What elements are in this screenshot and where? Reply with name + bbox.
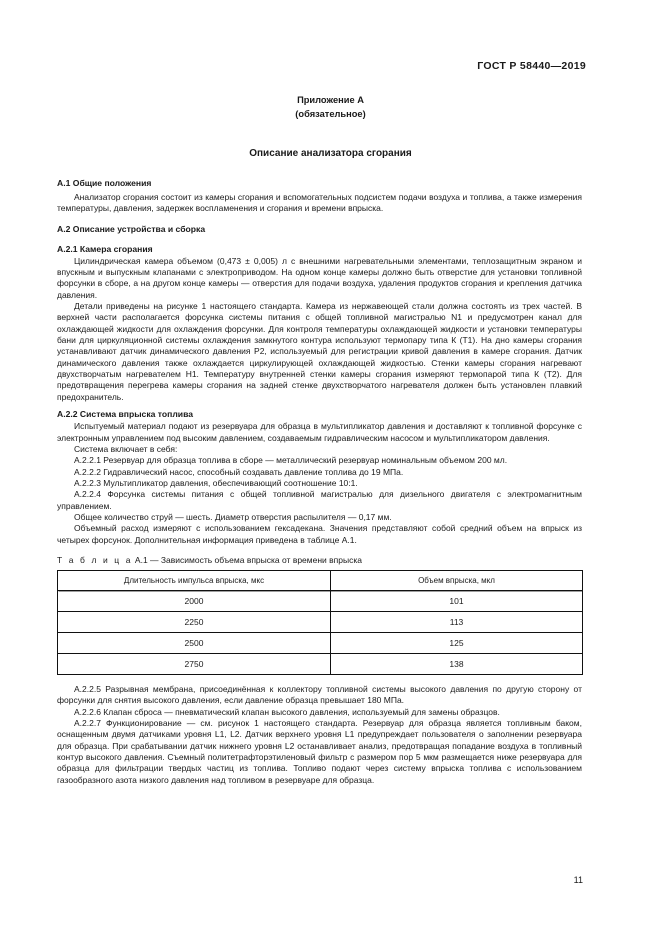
cell-pulse-duration: 2750 bbox=[58, 653, 331, 674]
clause-a2-2-7: А.2.2.7 Функционирование — см. рисунок 1 настоящего стандарта. Резервуар для образца является топливным баком, оснащенным двумя датчиками уровня L1, L2. Датчик верхнего уровня L1 предупреждает пользователя о заполнении резервуара для образца. При срабатывании датчик нижнего уровня L2 останавливает анализ, предотвращая попадание воздуха в топливный контур высокого давления. Съемный политетрафторэтиленовый фильтр с размером пор 5 мкм размещается ниже резервуара для образца для фильтрации твердых частиц из топлива. Топливо подают через систему впрыска топлива с использованием газообразного азота низкого давления над топливом в резервуаре для образца. bbox=[57, 717, 582, 785]
cell-pulse-duration: 2250 bbox=[58, 611, 331, 632]
clause-a2-2-4-note-1: Общее количество струй — шесть. Диаметр отверстия распылителя — 0,17 мм. bbox=[74, 511, 392, 522]
clause-a2-2-6: А.2.2.6 Клапан сброса — пневматический клапан высокого давления, используемый для замены образцов. bbox=[74, 706, 500, 717]
clause-a2-2-1: А.2.2.1 Резервуар для образца топлива в сборе — металлический резервуар номинальным объемом 200 мл. bbox=[74, 455, 508, 466]
annex-obligation: (обязательное) bbox=[295, 108, 366, 119]
injection-volume-table bbox=[57, 570, 583, 675]
clause-a2-2-5: А.2.2.5 Разрывная мембрана, присоединённая к коллектору топливной системы высокого давления по другую сторону от форсунки для снятия высокого давления, если давление образца превышает 180 МПа. bbox=[57, 683, 582, 706]
table-header-row bbox=[58, 570, 583, 590]
heading-a2-1: А.2.1 Камера сгорания bbox=[57, 243, 153, 254]
table-row bbox=[58, 632, 583, 653]
table-caption bbox=[57, 555, 582, 565]
annex-label: Приложение А bbox=[297, 95, 364, 105]
table-column-header-injection-volume: Объем впрыска, мкл bbox=[331, 570, 583, 590]
annex-heading bbox=[0, 94, 661, 121]
paragraph-a1-1: Анализатор сгорания состоит из камеры сгорания и вспомогательных подсистем подачи воздуха и топлива, а также измерения температуры, давления, задержек воспламенения и сгорания и времени впрыска. bbox=[57, 192, 582, 214]
paragraph-a2-2-2: Система включает в себя: bbox=[74, 443, 178, 454]
table-row bbox=[58, 653, 583, 674]
document-body bbox=[57, 178, 582, 786]
clause-a2-2-3: А.2.2.3 Мультипликатор давления, обеспечивающий соотношение 10:1. bbox=[74, 477, 358, 488]
paragraph-a2-1-2: Детали приведены на рисунке 1 настоящего стандарта. Камера из нержавеющей стали должна состоять из трех частей. В верхней части располагается форсунка системы питания с общей топливной магистралью N1 и предусмотрен канал для охлаждающей жидкости для охлаждения форсунки. Для контроля температуры охлаждающей жидкости и установки температуры бани для циркуляционной системы охлаждения замкнутого контура используют термопару типа К (Т1). На дно камеры сгорания устанавливают датчик динамического давления Р2, используемый для регистрации кривой давления в камере сгорания. Датчик динамического давления также охлаждается циркулирующей охлаждающей жидкостью. Стенки камеры сгорания нагревают двухстворчатым нагревателем H1. Температуру внутренней стенки камеры сгорания измеряют термопарой типа К (Т2). Для предотвращения перегрева камеры сгорания на задней стенке двухстворчатого нагревателя должен быть установлен плавкий предохранитель. bbox=[57, 301, 582, 402]
table-caption-word: Т а б л и ц а bbox=[57, 554, 133, 565]
spacer bbox=[57, 675, 582, 684]
heading-a2-2: А.2.2 Система впрыска топлива bbox=[57, 409, 194, 420]
spacer bbox=[57, 215, 582, 224]
table-row bbox=[58, 611, 583, 632]
cell-injection-volume: 101 bbox=[331, 590, 583, 611]
clause-a2-2-4: А.2.2.4 Форсунка системы питания с общей топливной магистралью для дизельного двигателя с электромагнитным управлением. bbox=[57, 489, 582, 511]
cell-injection-volume: 138 bbox=[331, 653, 583, 674]
heading-a1: А.1 Общие положения bbox=[57, 178, 152, 188]
cell-pulse-duration: 2000 bbox=[58, 590, 331, 611]
clause-a2-2-4-note-2: Объемный расход измеряют с использованием гексадекана. Значения представляют собой средний объем на впрыск из четырех форсунок. Дополнительная информация приведена в таблице А.1. bbox=[57, 523, 582, 545]
cell-injection-volume: 125 bbox=[331, 632, 583, 653]
clause-a2-2-2: А.2.2.2 Гидравлический насос, способный создавать давление топлива до 19 МПа. bbox=[74, 466, 404, 477]
page-number: 11 bbox=[573, 875, 583, 885]
cell-injection-volume: 113 bbox=[331, 611, 583, 632]
cell-pulse-duration: 2500 bbox=[58, 632, 331, 653]
table-block bbox=[57, 555, 582, 675]
page-header-standard-ref: ГОСТ Р 58440—2019 bbox=[477, 60, 586, 72]
table-column-header-pulse-duration: Длительность импульса впрыска, мкс bbox=[58, 570, 331, 590]
table-row bbox=[58, 590, 583, 611]
page-title: Описание анализатора сгорания bbox=[249, 148, 412, 159]
spacer bbox=[57, 546, 582, 555]
table-caption-rest: А.1 — Зависимость объема впрыска от времени впрыска bbox=[132, 554, 362, 565]
heading-a2: А.2 Описание устройства и сборка bbox=[57, 223, 206, 234]
paragraph-a2-2-1: Испытуемый материал подают из резервуара для образца в мультипликатор давления и доставляют к топливной форсунке с электронным управлением под высоким давлением, создаваемым гидравлическим насосом и мультипликатором давления. bbox=[57, 421, 582, 443]
paragraph-a2-1-1: Цилиндрическая камера объемом (0,473 ± 0,005) л с внешними нагревательными элементами, теплозащитным экраном и впускным и выпускным клапанами с электроприводом. На одном конце камеры должно быть отверстие для установки топливной форсунки в сборе, а на другом конце камеры — отверстия для подачи воздуха, удаления продуктов сгорания и крепления датчика давления. bbox=[57, 255, 582, 300]
